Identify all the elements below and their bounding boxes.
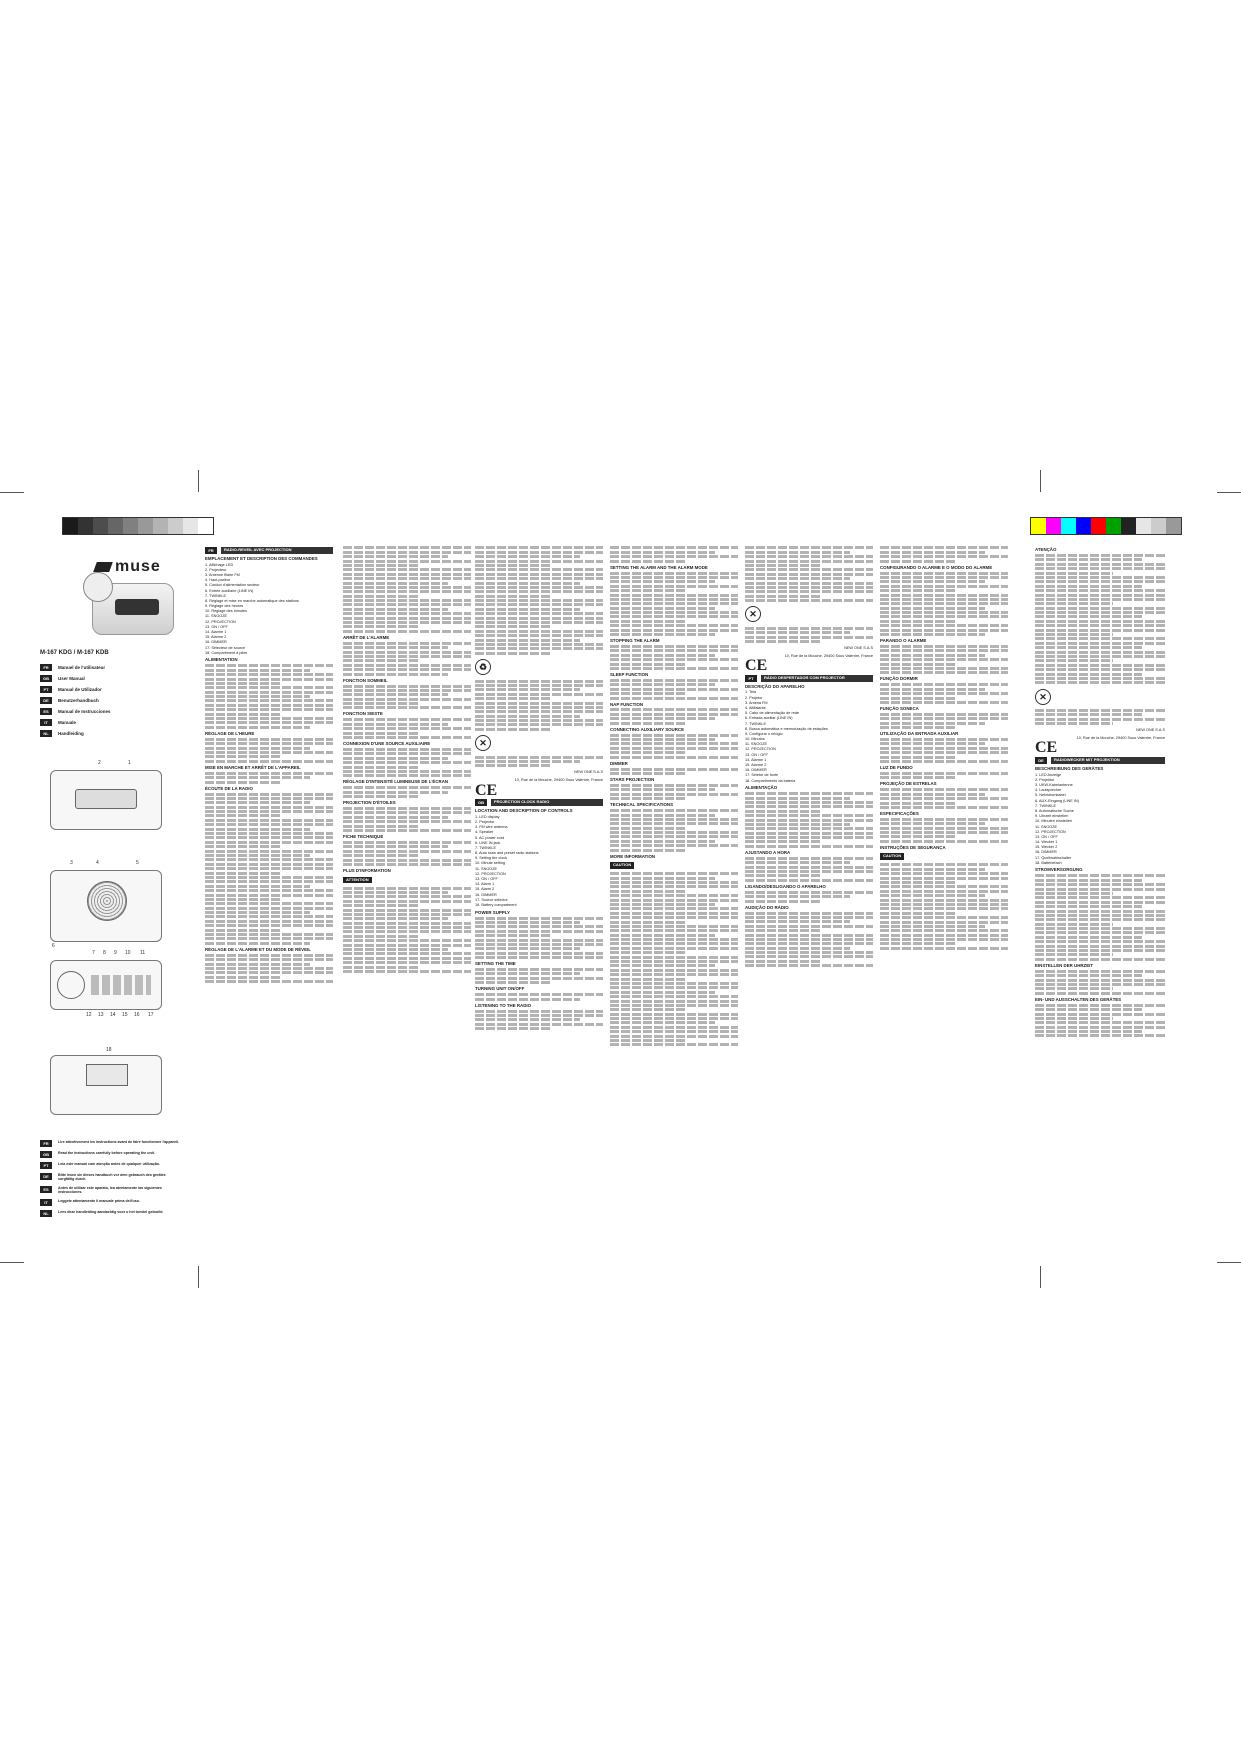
- heading: AUDIÇÃO DO RÁDIO: [745, 904, 789, 910]
- warning-text: Antes de utilizar este aparato, lea atentamente las siguientes instrucciones.: [58, 1185, 162, 1195]
- control-item: 13. ON / OFF: [475, 877, 498, 882]
- language-flag: NL: [40, 1210, 52, 1217]
- control-item: 1. LED Anzeige: [1035, 772, 1062, 777]
- gray-swatch: [198, 518, 213, 534]
- control-item: 10. Réglage des minutes: [205, 609, 248, 614]
- callout-number: 2: [98, 760, 101, 766]
- warning-text: Read the instructions carefully before operating the unit.: [58, 1151, 155, 1155]
- color-swatch: [1046, 518, 1061, 534]
- warning-item: [40, 1199, 180, 1206]
- company-name: NEW ONE S.A.S: [844, 646, 873, 651]
- language-flag: ES: [40, 708, 52, 715]
- control-item: 15. Alarme 2: [205, 635, 227, 640]
- warning-text: Leggete attentamente il manuale prima dell'uso.: [58, 1198, 140, 1203]
- callout-number: 6: [52, 943, 55, 949]
- language-flag: GB: [40, 1151, 52, 1158]
- display-diagram: [75, 789, 137, 809]
- callout-number: 4: [96, 860, 99, 866]
- callout-number: 8: [103, 950, 106, 956]
- heading: STOPPING THE ALARM: [610, 638, 660, 644]
- heading: SETTING THE ALARM AND THE ALARM MODE: [610, 564, 708, 570]
- crop-mark: [198, 470, 199, 492]
- battery-compartment-diagram: [50, 1055, 162, 1115]
- control-item: 5. Netzstromkabel: [1035, 793, 1066, 798]
- battery-slot-diagram: [86, 1064, 128, 1086]
- heading: STARS PROJECTION: [610, 776, 655, 782]
- heading: BESCHREIBUNG DES GERÄTES: [1035, 766, 1104, 772]
- controls-list: [475, 815, 603, 908]
- control-item: 12. PROJECTION: [205, 619, 236, 624]
- brand-name: muse: [115, 558, 161, 575]
- control-item: 11. SNOOZE: [745, 742, 768, 747]
- heading: ALIMENTAÇÃO: [745, 785, 778, 791]
- callout-number: 3: [70, 860, 73, 866]
- control-item: 4. Speaker: [475, 830, 494, 835]
- weee-bin-icon: ✕: [745, 606, 761, 622]
- crop-mark: [1040, 1266, 1041, 1288]
- control-item: 15. Wecker 2: [1035, 845, 1058, 850]
- projector-globe: [83, 572, 113, 602]
- heading: INSTRUÇÕES DE SEGURANÇA: [880, 844, 946, 850]
- callout-number: 18: [106, 1047, 112, 1053]
- language-flag: GB: [40, 675, 52, 682]
- caution-label: CAUTION: [610, 862, 634, 869]
- control-item: 9. Réglage des heures: [205, 604, 244, 609]
- language-flag: FR: [205, 547, 217, 554]
- language-flag: PT: [745, 675, 757, 682]
- color-swatch: [1166, 518, 1181, 534]
- heading: EMPLACEMENT ET DESCRIPTION DES COMMANDES: [205, 556, 318, 561]
- language-flag: FR: [40, 664, 52, 671]
- heading: NAP FUNCTION: [610, 701, 644, 707]
- heading: EIN- UND AUSSCHALTEN DES GERÄTES: [1035, 996, 1122, 1002]
- heading: ARRÊT DE L'ALARME: [343, 634, 390, 640]
- heading: DESCRIÇÃO DO APARELHO: [745, 683, 805, 689]
- control-item: 4. Altifalante: [745, 705, 766, 710]
- language-label: Manual de Instrucciones: [58, 708, 111, 714]
- control-item: 14. Alarm 1: [475, 882, 495, 887]
- heading: PLUS D'INFORMATION: [343, 867, 391, 873]
- crop-mark: [1217, 492, 1241, 493]
- control-item: 3. UKW-Kabelantenne: [1035, 783, 1073, 788]
- heading: RÉGLAGE DE L'ALARME ET DU MODE DE RÉVEIL: [205, 946, 311, 952]
- callout-number: 12: [86, 1012, 92, 1018]
- de-column: [1035, 545, 1165, 1039]
- color-swatch: [1121, 518, 1136, 534]
- controls-list: [1035, 773, 1165, 866]
- control-item: 8. Busca automática e memorização de estações: [745, 726, 828, 731]
- weee-bin-icon: ✕: [1035, 689, 1051, 705]
- warning-item: [40, 1151, 180, 1158]
- section-header: [205, 547, 333, 554]
- control-item: 8. Réglage et mise en marche automatique des stations: [205, 598, 299, 603]
- control-item: 13. ON / OFF: [1035, 834, 1058, 839]
- control-item: 11. SNOOZE: [1035, 824, 1058, 829]
- control-item: 1. LED display: [475, 814, 500, 819]
- color-swatch: [1136, 518, 1151, 534]
- control-item: 10. Minutos: [745, 737, 765, 742]
- ce-mark-icon: CE: [745, 657, 768, 675]
- section-header: [1035, 757, 1165, 764]
- language-label: Benutzerhandbuch: [58, 697, 99, 703]
- language-label: Handleiding: [58, 730, 84, 736]
- language-flag: PT: [40, 686, 52, 693]
- control-item: 3. FM wire antenna: [475, 825, 508, 830]
- control-item: 9. Configurar o relógio: [745, 731, 783, 736]
- language-item: [40, 706, 180, 716]
- language-flag: GB: [475, 799, 487, 806]
- heading: TURNING UNIT ON/OFF: [475, 986, 525, 992]
- control-item: 18. Compartiment à piles: [205, 650, 248, 655]
- control-item: 16. DIMMER: [1035, 850, 1057, 855]
- controls-list: [205, 563, 333, 656]
- control-item: 10. Minute setting: [475, 861, 505, 866]
- gb-column: [610, 545, 738, 1048]
- fr-column-3: [475, 545, 603, 1032]
- warning-item: [40, 1140, 180, 1147]
- language-flag: PT: [40, 1162, 52, 1169]
- heading: DIMMER: [610, 760, 628, 766]
- callout-number: 14: [110, 1012, 116, 1018]
- language-item: [40, 717, 180, 727]
- heading: MISE EN MARCHE ET ARRÊT DE L'APPAREIL: [205, 764, 301, 770]
- warning-item: [40, 1173, 180, 1182]
- control-item: 18. Batteriefach: [1035, 860, 1062, 865]
- language-item: [40, 684, 180, 694]
- section-title: RÁDIO DESPERTADOR COM PROJECTOR: [761, 675, 873, 682]
- control-item: 7. TWINKLE: [475, 845, 497, 850]
- warning-text: Bitte lesen sie dieses handbuch vor dem gebrauch des gerätes sorgfältig durch.: [58, 1173, 166, 1182]
- fr-column-1: [205, 545, 333, 985]
- gray-swatch: [123, 518, 138, 534]
- heading: LIGANDO/DESLIGANDO O APARELHO: [745, 883, 826, 889]
- control-item: 4. Haut-parleur: [205, 578, 231, 583]
- fr-column-2: [343, 545, 471, 974]
- caution-label: CAUTION: [880, 853, 904, 860]
- color-calibration-bar: [1030, 517, 1182, 535]
- control-item: 3. Antenne filaire FM: [205, 572, 240, 577]
- section-title: PROJECTION CLOCK RADIO: [491, 799, 603, 806]
- control-item: 16. DIMMER: [745, 768, 767, 773]
- heading: ALIMENTATION: [205, 657, 238, 663]
- pt-column: [880, 545, 1008, 951]
- control-item: 3. Antena FM: [745, 700, 768, 705]
- heading: SETTING THE TIME: [475, 961, 516, 967]
- warning-text: Lees deze handleiding aandachtig voor u het toestel gebruikt.: [58, 1209, 164, 1214]
- projector-lens-diagram: [57, 971, 85, 999]
- heading: LUZ DE FUNDO: [880, 764, 913, 770]
- language-item: [40, 695, 180, 705]
- control-item: 7. TWINKLE: [205, 593, 227, 598]
- language-list: [40, 662, 180, 739]
- language-label: Manual de Utilizador: [58, 686, 102, 692]
- heading: PROJECTION D'ÉTOILES: [343, 800, 396, 806]
- language-flag: IT: [40, 719, 52, 726]
- warning-item: [40, 1162, 180, 1169]
- heading: STROMVERSORGUNG: [1035, 867, 1083, 873]
- control-item: 14. Alarme 1: [205, 630, 227, 635]
- control-item: 17. Seletor de fonte: [745, 773, 779, 778]
- warning-list: [40, 1140, 180, 1221]
- warning-text: Lire attentivement les instructions avant de faire fonctionner l'appareil.: [58, 1140, 180, 1144]
- control-item: 14. Alarme 1: [745, 757, 767, 762]
- control-item: 6. LINE IN jack: [475, 840, 501, 845]
- heading: FONCTION SIESTE: [343, 711, 383, 717]
- callout-number: 16: [134, 1012, 140, 1018]
- control-item: 17. Source selector: [475, 897, 508, 902]
- color-swatch: [1076, 518, 1091, 534]
- heading: RÉGLAGE DE L'HEURE: [205, 730, 255, 736]
- callout-number: 7: [92, 950, 95, 956]
- crop-mark: [0, 492, 24, 493]
- color-swatch: [1031, 518, 1046, 534]
- control-item: 2. Projector: [475, 819, 495, 824]
- callout-number: 11: [140, 950, 146, 956]
- control-item: 7. TWINKLE: [745, 721, 767, 726]
- heading: ESPECIFICAÇÕES: [880, 810, 919, 816]
- language-label: User Manual: [58, 675, 85, 681]
- language-item: [40, 662, 180, 672]
- control-item: 13. ON / OFF: [745, 752, 768, 757]
- heading: FUNÇÃO SONECA: [880, 705, 919, 711]
- control-item: 2. Projecteur: [205, 567, 227, 572]
- language-flag: DE: [1035, 757, 1047, 764]
- language-flag: ES: [40, 1186, 52, 1193]
- control-item: 18. Compartimento da bateria: [745, 778, 796, 783]
- recycle-icon: ♻: [475, 659, 491, 675]
- company-address: 10, Rue de la Mouche, 29400 Sous Valentre, France: [1076, 735, 1165, 740]
- control-item: 8. Auto scan and preset radio stations: [475, 851, 539, 856]
- control-item: 11. SNOOZE: [475, 866, 498, 871]
- control-item: 8. Automatische Suche: [1035, 808, 1074, 813]
- language-label: Manuale: [58, 719, 77, 725]
- callout-number: 5: [136, 860, 139, 866]
- control-item: 2. Projetor: [745, 695, 763, 700]
- speaker-diagram: [87, 881, 127, 921]
- gb-pt-column: [745, 545, 873, 969]
- heading: LOCATION AND DESCRIPTION OF CONTROLS: [475, 808, 573, 814]
- gray-swatch: [108, 518, 123, 534]
- heading: LISTENING TO THE RADIO: [475, 1002, 532, 1008]
- product-image: [92, 583, 174, 635]
- device-back-diagram: [50, 870, 162, 942]
- crop-mark: [1040, 470, 1041, 492]
- weee-bin-icon: ✕: [475, 735, 491, 751]
- callout-number: 9: [114, 950, 117, 956]
- color-swatch: [1091, 518, 1106, 534]
- control-item: 13. ON / OFF: [205, 624, 228, 629]
- control-item: 5. Cordon d'alimentation secteur: [205, 583, 260, 588]
- control-item: 1. Affichage LED: [205, 562, 234, 567]
- control-item: 12. PROJECTION: [475, 871, 506, 876]
- language-flag: FR: [40, 1140, 52, 1147]
- device-front-diagram: [50, 770, 162, 830]
- gray-swatch: [183, 518, 198, 534]
- warning-item: [40, 1186, 180, 1195]
- color-swatch: [1061, 518, 1076, 534]
- color-swatch: [1151, 518, 1166, 534]
- heading: CONNEXION D'UNE SOURCE AUXILIAIRE: [343, 741, 431, 747]
- callout-number: 10: [125, 950, 131, 956]
- control-item: 12. PROJECTION: [1035, 829, 1066, 834]
- heading: FICHE TECHNIQUE: [343, 834, 384, 840]
- heading: CONNECTING AUXILIARY SOURCE: [610, 726, 684, 732]
- control-item: 15. Alarm 2: [475, 887, 495, 892]
- buttons-diagram: [91, 975, 151, 995]
- heading: RÉGLAGE D'INTENSITÉ LUMINEUSE DE L'ÉCRAN: [343, 779, 449, 785]
- gray-swatch: [138, 518, 153, 534]
- company-name: NEW ONE S.A.S: [1136, 728, 1165, 733]
- language-flag: IT: [40, 1199, 52, 1206]
- heading: PROJEÇÃO DE ESTRELAS: [880, 781, 937, 787]
- control-item: 10. Minuten einstellen: [1035, 819, 1072, 824]
- section-title: RADIO-REVEIL AVEC PROJECTION: [221, 547, 333, 554]
- control-item: 17. Sélecteur de source: [205, 645, 246, 650]
- callout-number: 15: [122, 1012, 128, 1018]
- gray-swatch: [63, 518, 78, 534]
- control-item: 12. PROJECTION: [745, 747, 776, 752]
- crop-mark: [1217, 1262, 1241, 1263]
- gray-swatch: [78, 518, 93, 534]
- control-item: 14. Wecker 1: [1035, 840, 1058, 845]
- company-address: 10, Rue de la Mouche, 29400 Sous Valentre, France: [514, 778, 603, 782]
- language-flag: DE: [40, 1173, 52, 1180]
- control-item: 1. Tela: [745, 690, 757, 695]
- heading: FONCTION SOMMEIL: [343, 677, 388, 683]
- heading: FUNÇÃO DORMIR: [880, 676, 918, 682]
- control-item: 11. SNOOZE: [205, 614, 228, 619]
- control-item: 5. Cabo de alimentação de rede: [745, 711, 800, 716]
- heading: MORE INFORMATION: [610, 853, 656, 859]
- color-swatch: [1106, 518, 1121, 534]
- control-item: 6. Entrada auxiliar (LINE IN): [745, 716, 793, 721]
- control-item: 16. DIMMER: [205, 640, 227, 645]
- company-address: 10, Rue de la Mouche, 29400 Sous Valentre, France: [784, 653, 873, 658]
- heading: SLEEP FUNCTION: [610, 671, 649, 677]
- heading: CONFIGURANDO O ALARME E O MODO DO ALARME: [880, 564, 993, 570]
- ce-mark-icon: CE: [1035, 739, 1058, 757]
- control-item: 17. Quellwahlschalter: [1035, 855, 1072, 860]
- section-header: [475, 799, 603, 806]
- callout-number: 17: [148, 1012, 154, 1018]
- heading: TECHNICAL SPECIFICATIONS: [610, 802, 674, 808]
- device-screen: [115, 599, 159, 615]
- crop-mark: [0, 1262, 24, 1263]
- language-item: [40, 728, 180, 738]
- crop-mark: [198, 1266, 199, 1288]
- language-item: [40, 673, 180, 683]
- gray-calibration-bar: [62, 517, 214, 535]
- heading: POWER SUPPLY: [475, 909, 510, 915]
- caution-label: ATTENTION: [343, 877, 372, 884]
- control-item: 16. DIMMER: [475, 892, 497, 897]
- control-item: 7. TWINKLE: [1035, 803, 1057, 808]
- gray-swatch: [168, 518, 183, 534]
- heading: ATENÇÃO: [1035, 547, 1057, 552]
- control-item: 9. Uhrzeit einstellen: [1035, 814, 1069, 819]
- gray-swatch: [153, 518, 168, 534]
- model-number: M-167 KDG / M-167 KDB: [40, 650, 109, 656]
- ce-mark-icon: CE: [475, 781, 498, 799]
- heading: AJUSTANDO A HORA: [745, 849, 791, 855]
- control-item: 4. Lautsprecher: [1035, 788, 1062, 793]
- language-flag: DE: [40, 697, 52, 704]
- control-item: 9. Setting the clock: [475, 856, 508, 861]
- language-label: Manuel de l'utilisateur: [58, 664, 106, 670]
- heading: ÉCOUTE DE LA RADIO: [205, 785, 253, 791]
- control-item: 2. Projektor: [1035, 777, 1055, 782]
- callout-number: 13: [98, 1012, 104, 1018]
- control-item: 15. Alarme 2: [745, 763, 767, 768]
- control-item: 5. AC power cord: [475, 835, 505, 840]
- section-title: RADIOWECKER MIT PROJEKTION: [1051, 757, 1165, 764]
- section-header: [745, 675, 873, 682]
- warning-item: [40, 1210, 180, 1217]
- heading: PARANDO O ALARME: [880, 638, 927, 644]
- company-name: NEW ONE S.A.S: [574, 770, 603, 775]
- heading: UTILIZAÇÃO DA ENTRADA AUXILIAR: [880, 731, 959, 737]
- device-top-diagram: [50, 960, 162, 1010]
- language-flag: NL: [40, 730, 52, 737]
- control-item: 6. AUX-Eingang (LINE IN): [1035, 798, 1079, 803]
- callout-number: 1: [128, 760, 131, 766]
- control-item: 18. Battery compartment: [475, 902, 517, 907]
- controls-list: [745, 690, 873, 783]
- warning-text: Leia este manual com atenção antes de qualquer utilização.: [58, 1162, 161, 1166]
- gray-swatch: [93, 518, 108, 534]
- control-item: 6. Entrée auxiliaire (LINE IN): [205, 588, 254, 593]
- brand-icon: [93, 562, 113, 572]
- heading: EINSTELLEN DER UHRZEIT: [1035, 962, 1094, 968]
